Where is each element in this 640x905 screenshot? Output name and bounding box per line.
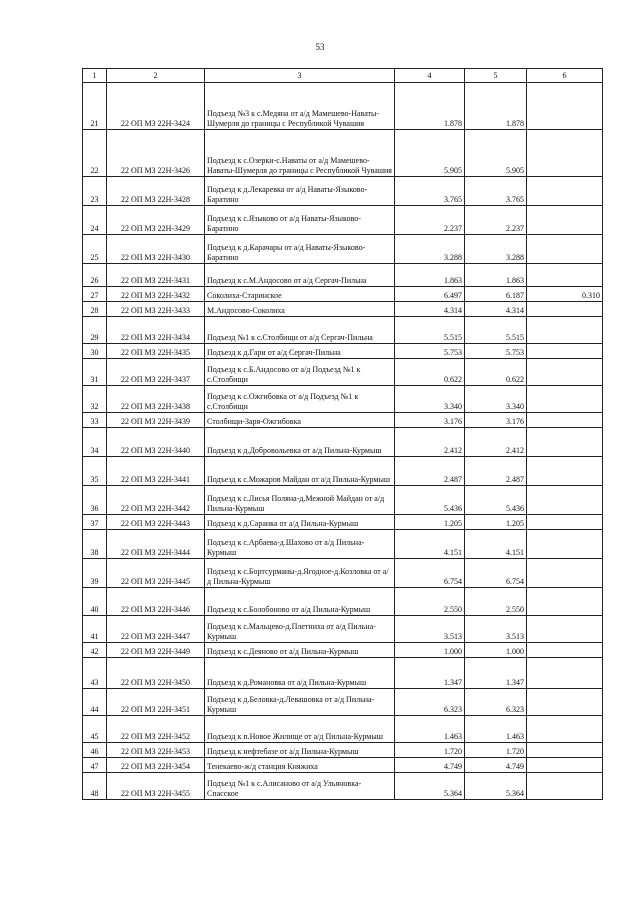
length-col6 xyxy=(527,486,603,515)
length-col5: 5.753 xyxy=(465,344,527,359)
road-code: 22 ОП МЗ 22Н-3435 xyxy=(107,344,205,359)
length-col6 xyxy=(527,689,603,716)
table-row xyxy=(83,177,603,206)
road-code: 22 ОП МЗ 22Н-3437 xyxy=(107,359,205,386)
table-row xyxy=(83,235,603,264)
road-code: 22 ОП МЗ 22Н-3446 xyxy=(107,588,205,616)
road-code: 22 ОП МЗ 22Н-3445 xyxy=(107,559,205,588)
length-col6 xyxy=(527,386,603,413)
length-col6 xyxy=(527,359,603,386)
row-number: 37 xyxy=(83,515,107,530)
length-total: 3.513 xyxy=(395,616,465,643)
row-number: 43 xyxy=(83,658,107,689)
length-col5: 5.364 xyxy=(465,773,527,800)
length-col5: 3.513 xyxy=(465,616,527,643)
row-number: 44 xyxy=(83,689,107,716)
length-col5: 3.765 xyxy=(465,177,527,206)
length-total: 1.463 xyxy=(395,716,465,743)
length-col6 xyxy=(527,559,603,588)
table-row xyxy=(83,758,603,773)
header-col-6: 6 xyxy=(527,69,603,83)
length-col6 xyxy=(527,773,603,800)
header-col-2: 2 xyxy=(107,69,205,83)
page-number: 53 xyxy=(315,42,325,52)
table-row xyxy=(83,515,603,530)
header-col-5: 5 xyxy=(465,69,527,83)
road-code: 22 ОП МЗ 22Н-3441 xyxy=(107,457,205,486)
length-col6 xyxy=(527,743,603,758)
road-code: 22 ОП МЗ 22Н-3432 xyxy=(107,287,205,302)
road-code: 22 ОП МЗ 22Н-3453 xyxy=(107,743,205,758)
row-number: 22 xyxy=(83,130,107,177)
length-col5: 4.749 xyxy=(465,758,527,773)
length-col6 xyxy=(527,177,603,206)
length-col6 xyxy=(527,658,603,689)
table-row xyxy=(83,743,603,758)
length-col5: 1.347 xyxy=(465,658,527,689)
road-code: 22 ОП МЗ 22Н-3440 xyxy=(107,428,205,457)
road-code: 22 ОП МЗ 22Н-3424 xyxy=(107,83,205,130)
table-row xyxy=(83,616,603,643)
road-name: Подъезд к с.Б.Андосово от а/д Подъезд №1 к с.Столбищи xyxy=(205,359,395,386)
road-name: Подъезд №3 к с.Медяна от а/д Мамешево-Наваты-Шумерля до границы с Республикой Чувашия xyxy=(205,83,395,130)
row-number: 41 xyxy=(83,616,107,643)
road-name: Столбищи-Заря-Ожгибовка xyxy=(205,413,395,428)
length-col6 xyxy=(527,206,603,235)
length-total: 1.720 xyxy=(395,743,465,758)
length-total: 2.550 xyxy=(395,588,465,616)
row-number: 46 xyxy=(83,743,107,758)
length-total: 1.347 xyxy=(395,658,465,689)
road-name: Подъезд к п.Новое Жилище от а/д Пильна-Курмыш xyxy=(205,716,395,743)
length-total: 4.314 xyxy=(395,302,465,317)
table-row xyxy=(83,83,603,130)
length-total: 2.487 xyxy=(395,457,465,486)
length-total: 5.753 xyxy=(395,344,465,359)
length-col5: 5.515 xyxy=(465,317,527,344)
length-col5: 6.187 xyxy=(465,287,527,302)
road-code: 22 ОП МЗ 22Н-3431 xyxy=(107,264,205,287)
table-row xyxy=(83,130,603,177)
table-body xyxy=(83,83,603,800)
length-total: 1.000 xyxy=(395,643,465,658)
road-code: 22 ОП МЗ 22Н-3433 xyxy=(107,302,205,317)
row-number: 38 xyxy=(83,530,107,559)
table-row xyxy=(83,264,603,287)
table-row xyxy=(83,206,603,235)
row-number: 40 xyxy=(83,588,107,616)
length-col6 xyxy=(527,130,603,177)
length-col6 xyxy=(527,716,603,743)
length-col6 xyxy=(527,344,603,359)
table-row xyxy=(83,689,603,716)
road-name: М.Андосово-Соколиха xyxy=(205,302,395,317)
length-col5: 6.754 xyxy=(465,559,527,588)
road-name: Соколиха-Стаpинское xyxy=(205,287,395,302)
length-col5: 3.288 xyxy=(465,235,527,264)
roads-table xyxy=(82,68,603,800)
road-code: 22 ОП МЗ 22Н-3439 xyxy=(107,413,205,428)
road-name: Подъезд к д.Лекаревка от а/д Наваты-Языково-Баратино xyxy=(205,177,395,206)
length-total: 1.205 xyxy=(395,515,465,530)
length-col5: 1.463 xyxy=(465,716,527,743)
road-code: 22 ОП МЗ 22Н-3434 xyxy=(107,317,205,344)
road-code: 22 ОП МЗ 22Н-3442 xyxy=(107,486,205,515)
road-name: Подъезд к с.Деяново от а/д Пильна-Курмыш xyxy=(205,643,395,658)
row-number: 33 xyxy=(83,413,107,428)
road-name: Подъезд №1 к с.Алисаново от а/д Ульяновка-Спасское xyxy=(205,773,395,800)
length-col6: 0.310 xyxy=(527,287,603,302)
road-name: Подъезд к с.Арбаева-д.Шахово от а/д Пильна-Курмыш xyxy=(205,530,395,559)
length-col5: 5.436 xyxy=(465,486,527,515)
table-row xyxy=(83,457,603,486)
row-number: 48 xyxy=(83,773,107,800)
row-number: 27 xyxy=(83,287,107,302)
length-total: 2.412 xyxy=(395,428,465,457)
row-number: 26 xyxy=(83,264,107,287)
length-total: 5.364 xyxy=(395,773,465,800)
road-name: Тенекаево-ж/д станция Княжиха xyxy=(205,758,395,773)
table-row xyxy=(83,386,603,413)
length-col6 xyxy=(527,588,603,616)
row-number: 39 xyxy=(83,559,107,588)
road-code: 22 ОП МЗ 22Н-3452 xyxy=(107,716,205,743)
road-name: Подъезд к с.М.Андосово от а/д Сергач-Пильна xyxy=(205,264,395,287)
table-row xyxy=(83,317,603,344)
length-total: 4.151 xyxy=(395,530,465,559)
length-col5: 2.412 xyxy=(465,428,527,457)
road-name: Подъезд к с.Озерки-с.Наваты от а/д Мамешево-Наваты-Шумерля до границы с Республикой Чувашия xyxy=(205,130,395,177)
row-number: 42 xyxy=(83,643,107,658)
row-number: 45 xyxy=(83,716,107,743)
length-total: 6.754 xyxy=(395,559,465,588)
row-number: 24 xyxy=(83,206,107,235)
length-total: 3.288 xyxy=(395,235,465,264)
length-col5: 6.323 xyxy=(465,689,527,716)
length-total: 2.237 xyxy=(395,206,465,235)
row-number: 25 xyxy=(83,235,107,264)
road-code: 22 ОП МЗ 22Н-3430 xyxy=(107,235,205,264)
length-total: 5.515 xyxy=(395,317,465,344)
row-number: 34 xyxy=(83,428,107,457)
road-name: Подъезд к д.Добровольевка от а/д Пильна-Курмыш xyxy=(205,428,395,457)
road-name: Подъезд к д.Карачары от а/д Наваты-Языково-Баратино xyxy=(205,235,395,264)
row-number: 21 xyxy=(83,83,107,130)
length-col6 xyxy=(527,302,603,317)
table-row xyxy=(83,530,603,559)
length-col6 xyxy=(527,758,603,773)
length-total: 3.176 xyxy=(395,413,465,428)
table-row xyxy=(83,588,603,616)
road-code: 22 ОП МЗ 22Н-3455 xyxy=(107,773,205,800)
length-col6 xyxy=(527,235,603,264)
length-col6 xyxy=(527,83,603,130)
table-row xyxy=(83,773,603,800)
length-col5: 2.237 xyxy=(465,206,527,235)
length-total: 0.622 xyxy=(395,359,465,386)
length-col6 xyxy=(527,515,603,530)
table-row xyxy=(83,359,603,386)
row-number: 23 xyxy=(83,177,107,206)
table-row xyxy=(83,302,603,317)
length-col5: 1.000 xyxy=(465,643,527,658)
header-col-1: 1 xyxy=(83,69,107,83)
length-col6 xyxy=(527,317,603,344)
road-name: Подъезд к с.Болобоново от а/д Пильна-Курмыш xyxy=(205,588,395,616)
road-code: 22 ОП МЗ 22Н-3429 xyxy=(107,206,205,235)
length-total: 1.878 xyxy=(395,83,465,130)
table-row xyxy=(83,643,603,658)
length-col5: 2.487 xyxy=(465,457,527,486)
road-name: Подъезд к д.Романовка от а/д Пильна-Курмыш xyxy=(205,658,395,689)
road-name: Подъезд к д.Саранка от а/д Пильна-Курмыш xyxy=(205,515,395,530)
length-total: 5.905 xyxy=(395,130,465,177)
length-col5: 5.905 xyxy=(465,130,527,177)
length-col6 xyxy=(527,643,603,658)
length-total: 3.340 xyxy=(395,386,465,413)
length-total: 4.749 xyxy=(395,758,465,773)
length-total: 1.863 xyxy=(395,264,465,287)
road-name: Подъезд к с.Языково от а/д Наваты-Языково-Баратино xyxy=(205,206,395,235)
row-number: 30 xyxy=(83,344,107,359)
row-number: 29 xyxy=(83,317,107,344)
length-col5: 3.340 xyxy=(465,386,527,413)
table-row xyxy=(83,344,603,359)
road-name: Подъезд к с.Можаров Майдан от а/д Пильна-Курмыш xyxy=(205,457,395,486)
table-row xyxy=(83,428,603,457)
road-code: 22 ОП МЗ 22Н-3428 xyxy=(107,177,205,206)
length-col6 xyxy=(527,264,603,287)
road-code: 22 ОП МЗ 22Н-3447 xyxy=(107,616,205,643)
table-row xyxy=(83,413,603,428)
length-col6 xyxy=(527,457,603,486)
length-col5: 1.878 xyxy=(465,83,527,130)
length-total: 6.497 xyxy=(395,287,465,302)
length-col5: 3.176 xyxy=(465,413,527,428)
road-name: Подъезд к с.Мальцево-д.Плетниха от а/д Пильна-Курмыш xyxy=(205,616,395,643)
length-total: 5.436 xyxy=(395,486,465,515)
length-col5: 1.863 xyxy=(465,264,527,287)
table-row xyxy=(83,716,603,743)
row-number: 28 xyxy=(83,302,107,317)
road-name: Подъезд к с.Лисья Поляна-д.Межной Майдан от а/д Пильна-Курмыш xyxy=(205,486,395,515)
road-name: Подъезд к д.Гари от а/д Сергач-Пильна xyxy=(205,344,395,359)
length-col6 xyxy=(527,530,603,559)
length-col6 xyxy=(527,413,603,428)
length-col5: 1.205 xyxy=(465,515,527,530)
road-name: Подъезд к с.Бортсурманы-д.Ягодное-д.Козловка от а/д Пильна-Курмыш xyxy=(205,559,395,588)
length-col5: 4.151 xyxy=(465,530,527,559)
road-name: Подъезд к нефтебазе от а/д Пильна-Курмыш xyxy=(205,743,395,758)
length-col6 xyxy=(527,616,603,643)
table-row xyxy=(83,559,603,588)
length-col5: 4.314 xyxy=(465,302,527,317)
road-name: Подъезд к д.Беловка-д.Левашовка от а/д Пильна-Курмыш xyxy=(205,689,395,716)
table-row xyxy=(83,486,603,515)
header-col-3: 3 xyxy=(205,69,395,83)
road-code: 22 ОП МЗ 22Н-3450 xyxy=(107,658,205,689)
road-code: 22 ОП МЗ 22Н-3451 xyxy=(107,689,205,716)
row-number: 36 xyxy=(83,486,107,515)
road-code: 22 ОП МЗ 22Н-3454 xyxy=(107,758,205,773)
length-total: 6.323 xyxy=(395,689,465,716)
header-row xyxy=(83,69,603,83)
road-code: 22 ОП МЗ 22Н-3449 xyxy=(107,643,205,658)
road-code: 22 ОП МЗ 22Н-3438 xyxy=(107,386,205,413)
road-name: Подъезд к с.Ожгибовка от а/д Подъезд №1 к с.Столбищи xyxy=(205,386,395,413)
length-col5: 2.550 xyxy=(465,588,527,616)
road-name: Подъезд №1 к с.Столбищи от а/д Сергач-Пильна xyxy=(205,317,395,344)
length-col5: 0.622 xyxy=(465,359,527,386)
row-number: 32 xyxy=(83,386,107,413)
header-col-4: 4 xyxy=(395,69,465,83)
row-number: 47 xyxy=(83,758,107,773)
length-col5: 1.720 xyxy=(465,743,527,758)
length-total: 3.765 xyxy=(395,177,465,206)
table-row xyxy=(83,658,603,689)
length-col6 xyxy=(527,428,603,457)
road-code: 22 ОП МЗ 22Н-3444 xyxy=(107,530,205,559)
road-code: 22 ОП МЗ 22Н-3426 xyxy=(107,130,205,177)
row-number: 35 xyxy=(83,457,107,486)
row-number: 31 xyxy=(83,359,107,386)
table-row xyxy=(83,287,603,302)
road-code: 22 ОП МЗ 22Н-3443 xyxy=(107,515,205,530)
